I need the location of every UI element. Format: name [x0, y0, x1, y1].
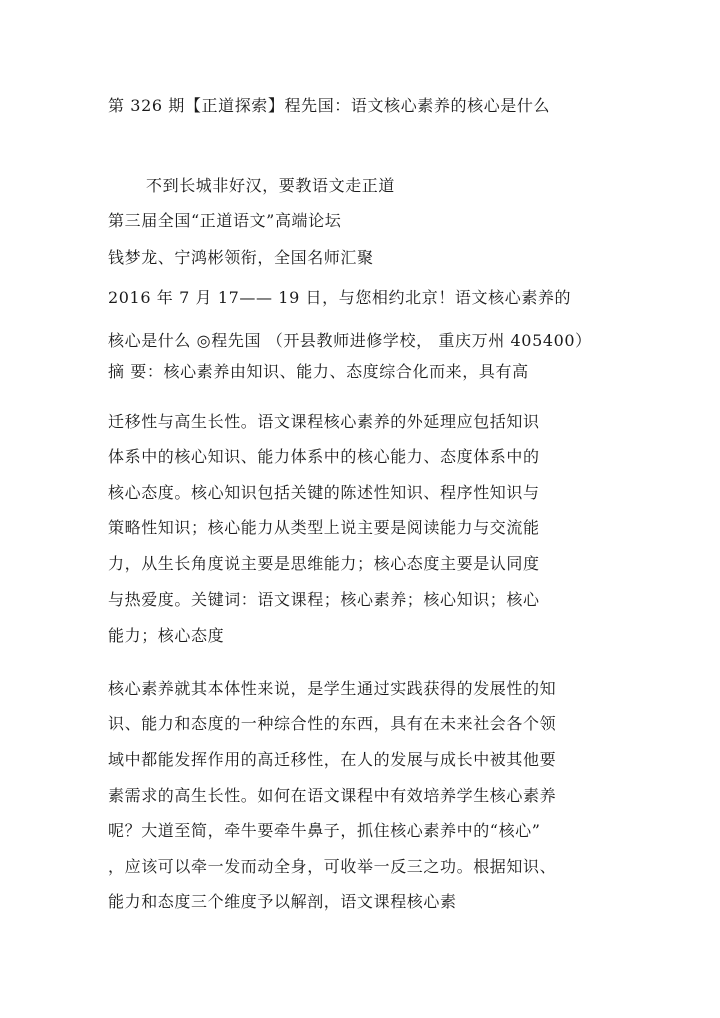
abstract-line: 与热爱度。关键词：语文课程；核心素养；核心知识；核心	[108, 590, 540, 609]
intro-line: 钱梦龙、宁鸿彬领衔，全国名师汇聚	[108, 248, 374, 267]
intro-line: 核心是什么 ◎程先国 （开县教师进修学校， 重庆万州 405400）	[108, 331, 592, 350]
abstract-line: 核心态度。核心知识包括关键的陈述性知识、程序性知识与	[108, 483, 540, 502]
body-line: 域中都能发挥作用的高迁移性，在人的发展与成长中被其他要	[108, 750, 557, 769]
intro-line: 第三届全国“正道语文”高端论坛	[108, 211, 342, 230]
article-title: 第 326 期【正道探索】程先国：语文核心素养的核心是什么	[108, 96, 551, 115]
abstract-line: 体系中的核心知识、能力体系中的核心能力、态度体系中的	[108, 447, 540, 466]
intro-line: 2016 年 7 月 17—— 19 日，与您相约北京！语文核心素养的	[108, 288, 572, 307]
abstract-line: 力，从生长角度说主要是思维能力；核心态度主要是认同度	[108, 554, 540, 573]
abstract-line: 策略性知识；核心能力从类型上说主要是阅读能力与交流能	[108, 518, 540, 537]
body-line: 核心素养就其本体性来说，是学生通过实践获得的发展性的知	[108, 679, 557, 698]
body-line: 能力和态度三个维度予以解剖，语文课程核心素	[108, 892, 457, 911]
body-line: 呢？大道至简，牵牛要牵牛鼻子，抓住核心素养中的“核心”	[108, 821, 541, 840]
intro-line: 不到长城非好汉，要教语文走正道	[146, 176, 396, 195]
abstract-line: 能力；核心态度	[108, 626, 225, 645]
body-line: ，应该可以牵一发而动全身，可收举一反三之功。根据知识、	[108, 857, 557, 876]
body-line: 素需求的高生长性。如何在语文课程中有效培养学生核心素养	[108, 786, 557, 805]
body-line: 识、能力和态度的一种综合性的东西，具有在未来社会各个领	[108, 714, 557, 733]
abstract-line: 迁移性与高生长性。语文课程核心素养的外延理应包括知识	[108, 412, 540, 431]
intro-line: 摘 要：核心素养由知识、能力、态度综合化而来，具有高	[108, 362, 529, 381]
